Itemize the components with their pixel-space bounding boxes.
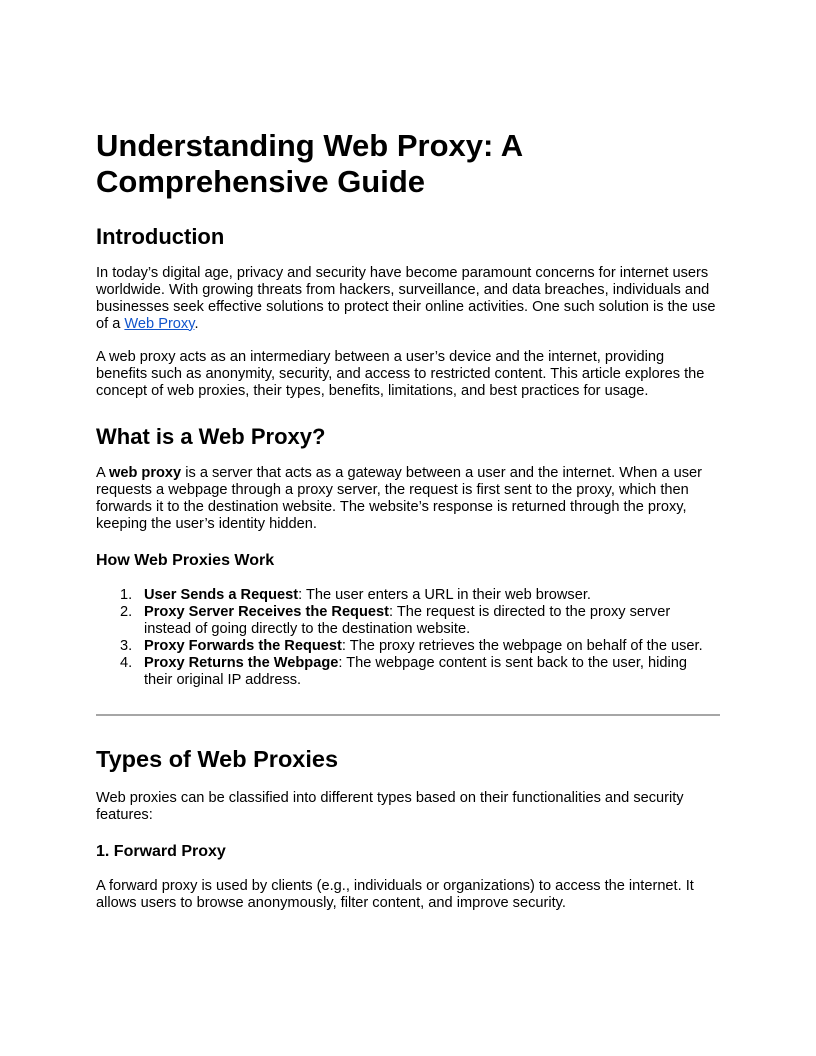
intro-p1-line-2: worldwide. With growing threats from hackers, surveillance, and data breaches, individuals and	[96, 281, 710, 298]
intro-p1-line-4	[96, 316, 722, 333]
what-prefix: A	[96, 465, 109, 481]
intro-paragraph-2	[96, 349, 722, 400]
web-proxy-link[interactable]: Web Proxy	[124, 315, 195, 332]
title-line-1: Understanding Web Proxy: A	[96, 128, 524, 163]
types-intro-line-2: features:	[96, 806, 153, 823]
document-title	[96, 128, 720, 200]
step-title-1: User Sends a Request	[144, 587, 299, 603]
step-text-1: : The user enters a URL in their web browser.	[298, 587, 591, 603]
step-item-2	[96, 604, 720, 638]
step-number-4: 4.	[120, 654, 133, 671]
section-divider	[96, 714, 720, 716]
step-item-4	[96, 655, 720, 689]
intro-p1-prefix: of a	[96, 315, 125, 332]
intro-p1-line-1: In today’s digital age, privacy and security have become paramount concerns for internet users	[96, 265, 709, 281]
step-cont-4: their original IP address.	[144, 671, 302, 688]
web-proxy-bold-term: web proxy	[108, 465, 182, 481]
step-text-4: : The webpage content is sent back to the user, hiding	[338, 654, 687, 671]
step-item-1	[96, 587, 720, 604]
intro-paragraph-1	[96, 265, 722, 333]
what-is-web-proxy-heading: What is a Web Proxy?	[96, 424, 326, 449]
what-paragraph	[96, 465, 722, 533]
forward-line-1: A forward proxy is used by clients (e.g., individuals or organizations) to access the internet. It	[96, 878, 694, 894]
intro-p2-line-2: benefits such as anonymity, security, and access to restricted content. This article explores the	[96, 365, 705, 382]
step-cont-2: instead of going directly to the destination website.	[144, 620, 471, 637]
step-text-2: : The request is directed to the proxy server	[388, 603, 671, 620]
step-number-3: 3.	[120, 637, 133, 654]
forward-line-2: allows users to browse anonymously, filter content, and improve security.	[96, 894, 566, 911]
title-line-2: Comprehensive Guide	[96, 164, 426, 199]
introduction-heading: Introduction	[96, 224, 225, 249]
how-steps-list	[96, 587, 720, 688]
step-title-2: Proxy Server Receives the Request	[144, 603, 389, 620]
step-item-3	[96, 638, 720, 655]
what-line-3: forwards it to the destination website. The website’s response is returned through the proxy,	[96, 498, 687, 515]
intro-p2-line-1: A web proxy acts as an intermediary between a user’s device and the internet, providing	[96, 349, 665, 365]
what-line-4: keeping the user’s identity hidden.	[96, 515, 317, 532]
types-of-web-proxies-heading: Types of Web Proxies	[96, 746, 339, 772]
step-number-1: 1.	[120, 587, 133, 603]
step-title-3: Proxy Forwards the Request	[144, 637, 342, 654]
step-title-4: Proxy Returns the Webpage	[144, 654, 339, 671]
intro-p1-suffix: .	[194, 315, 199, 332]
what-line-2: requests a webpage through a proxy server, the request is first sent to the proxy, which then	[96, 481, 689, 498]
how-web-proxies-work-heading: How Web Proxies Work	[96, 552, 275, 569]
types-intro-line-1: Web proxies can be classified into different types based on their functionalities and security	[96, 790, 684, 806]
forward-proxy-heading: 1. Forward Proxy	[96, 843, 226, 860]
step-text-3: : The proxy retrieves the webpage on behalf of the user.	[341, 637, 703, 654]
what-rest: is a server that acts as a gateway between a user and the internet. When a user	[181, 465, 702, 481]
forward-proxy-paragraph	[96, 878, 722, 912]
types-intro-paragraph	[96, 790, 722, 824]
what-line-1	[96, 465, 722, 482]
step-number-2: 2.	[120, 603, 133, 620]
intro-p2-line-3: concept of web proxies, their types, benefits, limitations, and best practices for usage.	[96, 382, 649, 399]
intro-p1-line-3: businesses seek effective solutions to protect their online activities. One such solution is the use	[96, 298, 716, 315]
